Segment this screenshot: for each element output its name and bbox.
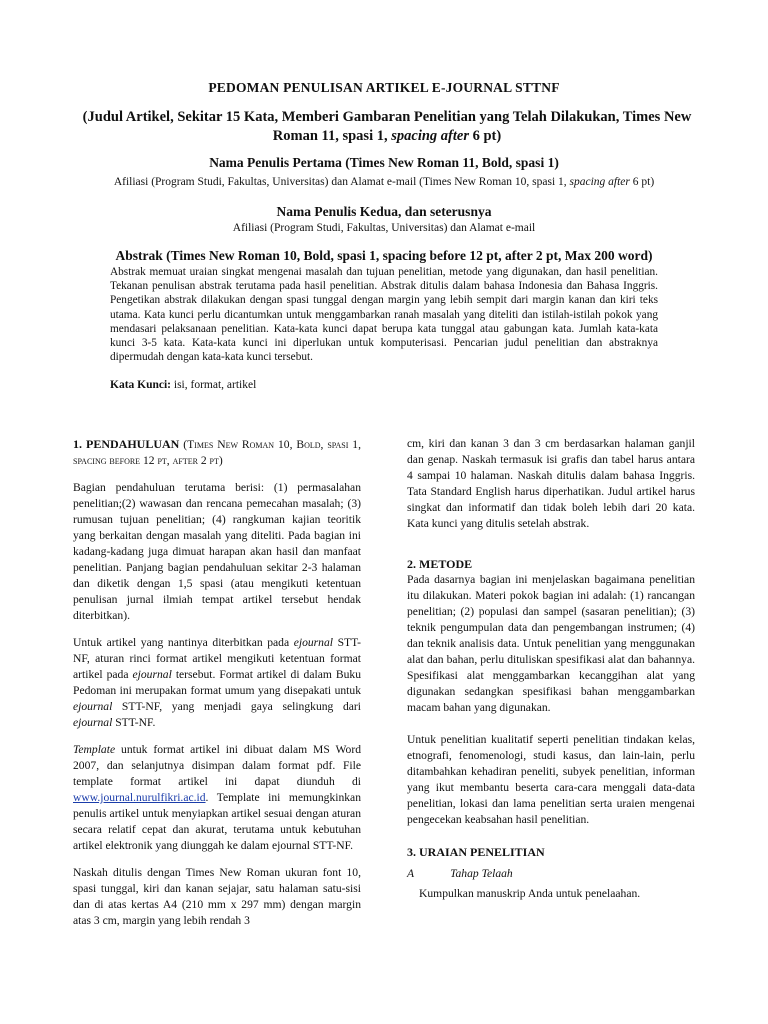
affiliation-second: Afiliasi (Program Studi, Fakultas, Universitas) dan Alamat e-mail: [232, 222, 536, 234]
author-second: Nama Penulis Kedua, dan seterusnya: [276, 204, 492, 219]
paragraph: Untuk artikel yang nantinya diterbitkan pada ejournal STT-NF, aturan rinci format artikel mengikuti ketentuan format artikel pada ejournal tersebut. Format artikel di dalam Buku Pedoman ini merupakan format umum yang disepakati untuk ejournal STT-NF, yang menjadi gaya selingkung dari ejournal STT-NF.: [73, 636, 362, 729]
paper-subtitle: (Judul Artikel, Sekitar 15 Kata, Memberi Gambaran Penelitian yang Telah Dilakukan, Times New Roman 11, spasi 1, spacing after 6 pt): [82, 109, 692, 144]
paper-title: PEDOMAN PENULISAN ARTIKEL E-JOURNAL STTNF: [208, 80, 560, 95]
paragraph: Pada dasarnya bagian ini menjelaskan bagaimana penelitian itu dilakukan. Materi pokok bagian ini adalah: (1) rancangan penelitian; (2) populasi dan sampel (sasaran penelitian); (3) teknik pengumpulan data dan pengembangan instrumen; (4) dan teknik analisis data. Untuk penelitian yang menggunakan alat dan bahan, perlu dituliskan spesifikasi alat dan bahannya. Spesifikasi alat menggambarkan kecanggihan alat yang digunakan sedangkan spesifikasi bahan menggambarkan macam bahan yang digunakan.: [407, 573, 695, 714]
journal-link[interactable]: www.journal.nurulfikri.ac.id: [73, 791, 206, 804]
paragraph: Bagian pendahuluan terutama berisi: (1) permasalahan penelitian;(2) wawasan dan rencana pemecahan masalah; (3) rumusan tujuan penelitian; (4) rangkuman kajian teoritik yang berkaitan dengan masalah yang diteliti. Pada bagian ini kadang-kadang juga dimuat harapan akan hasil dan manfaat penelitian. Panjang bagian pendahuluan sekitar 2-3 halaman dan diketik dengan 1,5 spasi (atau mengikuti ketentuan penulisan jurnal ilmiah tempat artikel tersebut hendak diterbitkan).: [73, 481, 361, 622]
paragraph: Naskah ditulis dengan Times New Roman ukuran font 10, spasi tunggal, kiri dan kanan sejajar, satu halaman satu-sisi dan di atas kertas A4 (210 mm x 297 mm) dengan margin atas 3 cm, margin yang lebih rendah 3: [73, 866, 361, 927]
paragraph: Template untuk format artikel ini dibuat dalam MS Word 2007, dan selanjutnya disimpan dalam format pdf. File template format artikel ini dapat diunduh di www.journal.nurulfikri.ac.id. Template ini memungkinkan penulis artikel untuk menyiapkan artikel sesuai dengan aturan secara relatif cepat dan akurat, terutama untuk kebutuhan artikel elektronik yang diunggah ke dalam ejournal STT-NF.: [73, 743, 361, 852]
subsection-a-heading: A Tahap Telaah: [407, 867, 513, 880]
section-2-heading: 2. METODE: [407, 557, 473, 571]
paragraph: Untuk penelitian kualitatif seperti penelitian tindakan kelas, etnografi, fenomenologi, studi kasus, dan lain-lain, perlu ditambahkan kehadiran peneliti, subyek penelitian, informan yang ikut membantu beserta cara-cara menggali data-data penelitian, lokasi dan lama penelitian serta uraien mengenai pengecekan keabsahan hasil penelitian.: [407, 733, 695, 826]
section-1-heading: 1. PENDAHULUAN (Times New Roman 10, Bold, spasi 1, spacing before 12 pt, after 2 pt): [73, 437, 361, 467]
keywords: Kata Kunci: isi, format, artikel: [110, 379, 257, 391]
paragraph: Kumpulkan manuskrip Anda untuk penelaahan.: [419, 887, 641, 900]
abstract-body: Abstrak memuat uraian singkat mengenai masalah dan tujuan penelitian, metode yang digunakan, dan hasil penelitian. Tekanan penulisan abstrak terutama pada hasil penelitian. Abstrak ditulis dalam bahasa Indonesia dan Bahasa Inggris. Pengetikan abstrak dilakukan dengan spasi tunggal dengan margin yang lebih sempit dari margin kanan dan kiri teks utama. Kata kunci perlu dicantumkan untuk menggambarkan ranah masalah yang diteliti dan istilah-istilah pokok yang mendasari pelaksanaan penelitian. Kata-kata kunci dapat berupa kata tunggal atau gabungan kata. Jumlah kata-kata kunci 3-5 kata. Kata-kata kunci ini diperlukan untuk komputerisasi. Pencarian judul penelitian dan abstraknya dipermudah dengan kata-kata kunci tersebut.: [110, 266, 658, 364]
abstract-heading: Abstrak (Times New Roman 10, Bold, spasi 1, spacing before 12 pt, after 2 pt, Max 200 word): [115, 248, 653, 263]
affiliation-first: Afiliasi (Program Studi, Fakultas, Universitas) dan Alamat e-mail (Times New Roman 10, spasi 1, spacing after 6 pt): [113, 176, 655, 188]
section-3-heading: 3. URAIAN PENELITIAN: [407, 845, 545, 859]
left-column: [73, 436, 361, 940]
author-first: Nama Penulis Pertama (Times New Roman 11, Bold, spasi 1): [209, 155, 559, 170]
right-column: [407, 436, 695, 913]
paragraph: cm, kiri dan kanan 3 dan 3 cm berdasarkan halaman ganjil dan genap. Naskah termasuk isi grafis dan tabel harus antara 4 sampai 10 halaman. Naskah ditulis dalam bahasa Inggris. Tata Standard English harus diperhatikan. Judul artikel harus singkat dan informatif dan tidak boleh lebih dari 20 kata. Kata kunci yang ditulis setelah abstrak.: [407, 437, 695, 530]
